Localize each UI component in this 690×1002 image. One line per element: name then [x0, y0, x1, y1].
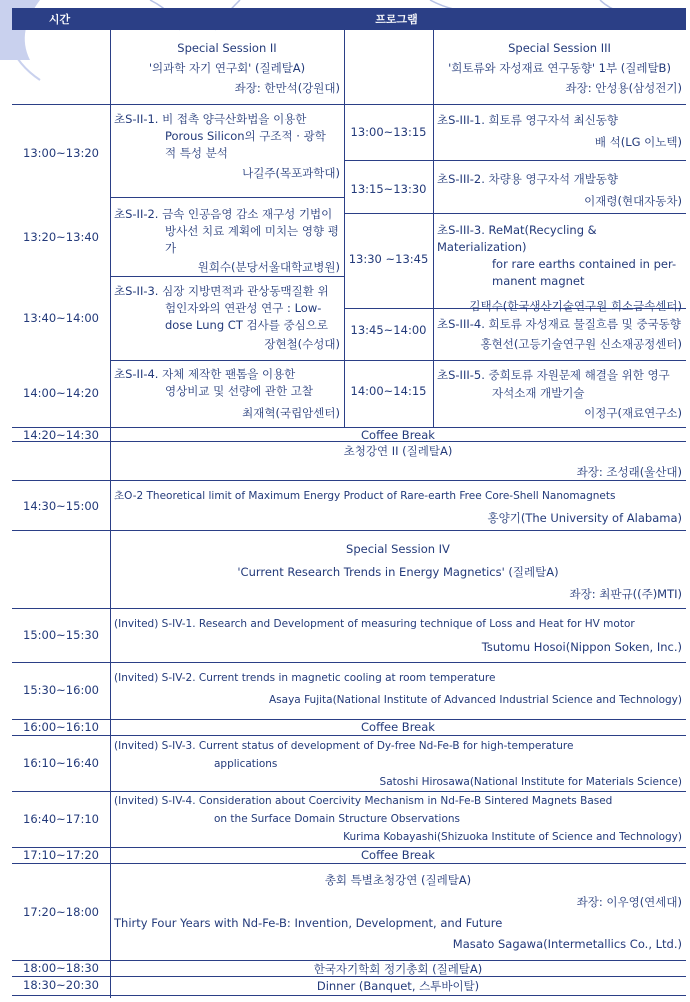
talk-author: 나길주(목포과학대)	[242, 166, 340, 180]
talk-author: 이재령(현대자동차)	[584, 194, 682, 208]
session-chair: 좌장: 한만석(강원대)	[234, 81, 340, 95]
time-slot: 15:30~16:00	[23, 683, 99, 697]
time-slot: 17:10~17:20	[23, 848, 99, 862]
talk-title-line: 험인자와의 연관성 연구 : Low-	[165, 301, 322, 315]
time-slot: 14:00~14:15	[350, 384, 427, 398]
talk-author: 홍현선(고등기술연구원 신소재공정센터)	[480, 337, 682, 351]
talk-title: (Invited) S-IV-1. Research and Development of measuring technique of Loss and Heat for HV motor	[114, 618, 635, 630]
time-slot: 14:00~14:20	[23, 386, 99, 400]
session-chair: 좌장: 조성래(울산대)	[576, 465, 682, 479]
coffee-break: Coffee Break	[361, 428, 435, 442]
talk-entry	[437, 366, 686, 422]
talk-author: 장현철(수성대)	[264, 337, 340, 351]
talk-entry	[437, 111, 686, 151]
talk-title-line: (Invited) S-IV-3. Current status of development of Dy-free Nd-Fe-B for high-temperature	[114, 740, 574, 752]
talk-author: 홍양기(The University of Alabama)	[487, 511, 682, 525]
talk-entry	[114, 283, 344, 353]
coffee-break: Coffee Break	[361, 848, 435, 862]
talk-title-line: 영상비교 및 선량에 관한 고찰	[165, 384, 313, 398]
special-session-3-header	[433, 38, 686, 98]
time-slot: 13:20~13:40	[23, 230, 99, 244]
talk-title: Thirty Four Years with Nd-Fe-B: Invention, Development, and Future	[114, 916, 503, 930]
talk-title-line: 초S-III-1. 희토류 영구자석 최신동향	[437, 113, 619, 127]
talk-title-line: 적 특성 분석	[165, 146, 228, 160]
talk-entry	[437, 170, 686, 210]
dinner: Dinner (Banquet, 스투바이탈)	[316, 979, 480, 993]
talk-author: Asaya Fujita(National Institute of Advanced Industrial Science and Technology)	[269, 694, 682, 706]
time-slot: 13:15~13:30	[350, 182, 427, 196]
talk-title-line: applications	[214, 758, 278, 770]
session-subtitle: '의과학 자기 연구회' (질레탈A)	[148, 61, 306, 75]
time-column-header: 시간	[48, 13, 71, 26]
session-chair: 좌장: 안성용(삼성전기)	[565, 81, 682, 95]
talk-entry	[437, 222, 686, 315]
talk-title-line: 방사선 치료 계획에 미치는 영향 평가	[165, 224, 339, 255]
time-slot: 15:00~15:30	[23, 628, 99, 642]
talk-entry	[114, 206, 344, 276]
talk-title-line: 초S-II-3. 심장 지방면적과 관상동맥질환 위	[114, 284, 329, 298]
talk-author: Satoshi Hirosawa(National Institute for Materials Science)	[379, 776, 682, 788]
talk-title-line: 초S-II-2. 금속 인공음영 감소 재구성 기법이	[114, 207, 333, 221]
talk-title-line: 초S-III-3. ReMat(Recycling & Materialization)	[437, 223, 597, 254]
talk-title-line: (Invited) S-IV-4. Consideration about Coercivity Mechanism in Nd-Fe-B Sintered Magnets Based	[114, 795, 613, 807]
time-slot: 16:40~17:10	[23, 812, 99, 826]
program-column-header: 프로그램	[375, 13, 418, 26]
plenary-title: 총회 특별초청강연 (질레탈A)	[324, 873, 472, 887]
time-slot: 14:20~14:30	[23, 428, 99, 442]
talk-entry	[114, 111, 344, 182]
session-subtitle: 'Current Research Trends in Energy Magnetics' (질레탈A)	[237, 565, 559, 579]
talk-title-line: 초S-III-4. 희토류 자성재료 물질흐름 및 중국동향	[437, 317, 681, 331]
session-title: Special Session II	[177, 41, 277, 55]
time-slot: 13:30 ~13:45	[348, 252, 429, 266]
talk-author: Masato Sagawa(Intermetallics Co., Ltd.)	[452, 937, 682, 951]
talk-title-line: 초S-III-5. 중희토류 자원문제 해결을 위한 영구	[437, 368, 670, 382]
session-subtitle: '희토류와 자성재료 연구동향' 1부 (질레탈B)	[448, 61, 671, 75]
talk-title-line: 초S-II-1. 비 접촉 양극산화법을 이용한	[114, 112, 307, 126]
general-meeting: 한국자기학회 정기총회 (질레탈A)	[313, 962, 483, 976]
talk-author: Kurima Kobayashi(Shizuoka Institute of Science and Technology)	[343, 831, 682, 843]
time-slot: 13:00~13:20	[23, 146, 99, 160]
talk-author: 이정구(재료연구소)	[584, 406, 682, 420]
talk-author: 배 석(LG 이노텍)	[594, 135, 682, 149]
session-title: Special Session III	[508, 41, 611, 55]
coffee-break: Coffee Break	[361, 720, 435, 734]
time-slot: 16:10~16:40	[23, 756, 99, 770]
session-title: Special Session IV	[346, 542, 450, 556]
talk-author: Tsutomu Hosoi(Nippon Soken, Inc.)	[481, 640, 682, 654]
time-slot: 13:40~14:00	[23, 311, 99, 325]
talk-title-line: manent magnet	[492, 274, 585, 288]
talk-author: 김택수(한국생산기술연구원 희소금속센터)	[469, 299, 682, 313]
talk-entry	[114, 366, 344, 422]
time-slot: 13:45~14:00	[350, 323, 427, 337]
talk-title-line: 초S-II-4. 자체 제작한 팬톰을 이용한	[114, 367, 296, 381]
session-chair: 좌장: 최판규((주)MTI)	[569, 587, 682, 601]
time-slot: 18:30~20:30	[23, 978, 99, 992]
talk-title-line: Porous Silicon의 구조적 · 광학	[165, 129, 326, 143]
talk-author: 최재혁(국립암센터)	[242, 406, 340, 420]
talk-title-line: 초S-III-2. 차량용 영구자석 개발동향	[437, 172, 619, 186]
table-header	[12, 8, 686, 30]
talk-entry	[114, 737, 686, 791]
talk-entry	[114, 792, 686, 846]
time-slot: 13:00~13:15	[350, 125, 427, 139]
time-slot: 16:00~16:10	[23, 720, 99, 734]
special-session-2-header	[110, 38, 344, 98]
time-slot: 14:30~15:00	[23, 499, 99, 513]
talk-title: 초O-2 Theoretical limit of Maximum Energy Product of Rare-earth Free Core-Shell Nanomagnets	[114, 490, 616, 502]
talk-author: 원희수(분당서울대학교병원)	[197, 260, 340, 274]
talk-title: (Invited) S-IV-2. Current trends in magnetic cooling at room temperature	[114, 672, 496, 684]
invited-lecture-title: 초청강연 II (질레탈A)	[343, 444, 453, 458]
time-slot: 17:20~18:00	[23, 905, 99, 919]
talk-title-line: on the Surface Domain Structure Observations	[214, 813, 460, 825]
talk-entry	[437, 315, 686, 353]
talk-title-line: 자석소재 개발기술	[492, 386, 585, 400]
time-slot: 18:00~18:30	[23, 961, 99, 975]
talk-title-line: for rare earths contained in per-	[492, 257, 677, 271]
talk-title-line: dose Lung CT 검사를 중심으로	[165, 318, 328, 332]
session-chair: 좌장: 이우영(연세대)	[576, 895, 682, 909]
